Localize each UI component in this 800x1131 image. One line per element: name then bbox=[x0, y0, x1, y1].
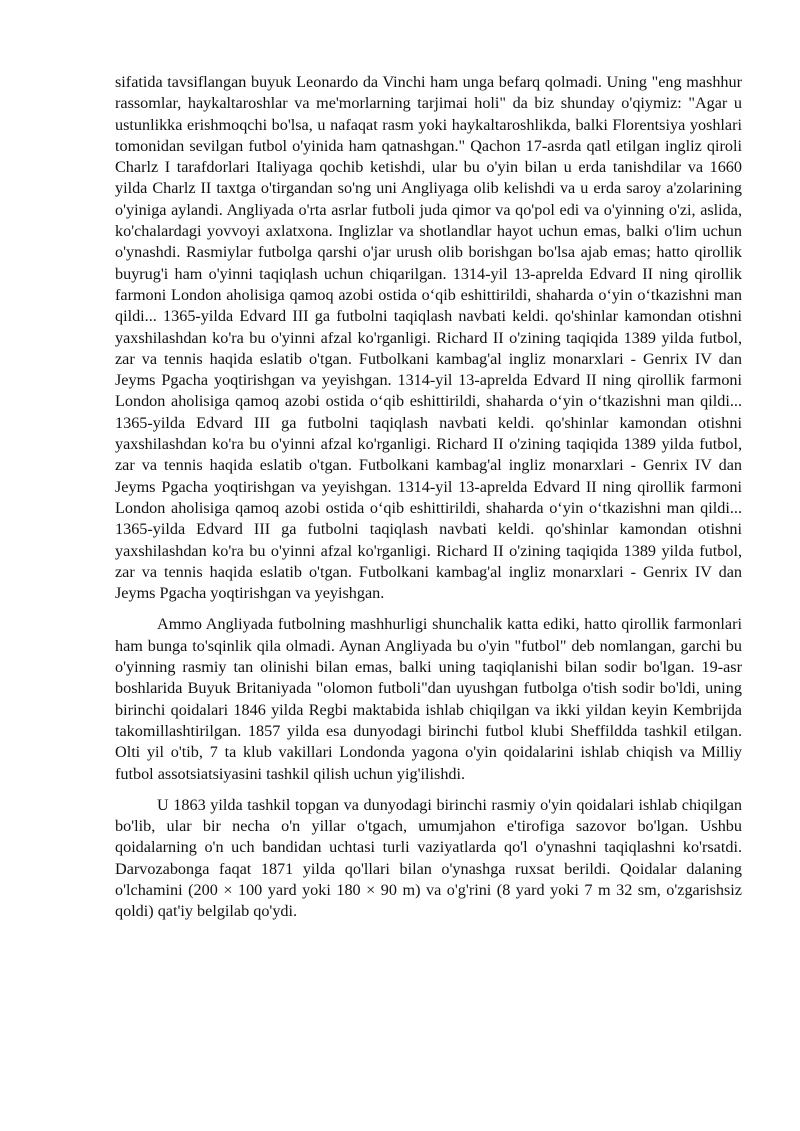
paragraph-2: Ammo Angliyada futbolning mashhurligi shunchalik katta ediki, hatto qirollik farmonlari ham bunga to'sqinlik qila olmadi. Aynan Angliyada bu o'yin "futbol" deb nomlangan, garchi bu o'yinning rasmiy tan olinishi bilan emas, balki uning taqiqlanishi bilan sodir bo'lgan. 19-asr boshlarida Buyuk Britaniyada "olomon futboli"dan uyushgan futbolga o'tish sodir bo'ldi, uning birinchi qoidalari 1846 yilda Regbi maktabida ishlab chiqilgan va ikki yildan keyin Kembrijda takomillashtirilgan. 1857 yilda esa dunyodagi birinchi futbol klubi Sheffildda tashkil etilgan. Olti yil o'tib, 7 ta klub vakillari Londonda yagona o'yin qoidalarini ishlab chiqish va Milliy futbol assotsiatsiyasini tashkil qilish uchun yig'ilishdi. bbox=[115, 615, 742, 783]
paragraph-1: sifatida tavsiflangan buyuk Leonardo da Vinchi ham unga befarq qolmadi. Uning "eng mashhur rassomlar, haykaltaroshlar va me'morlarning tarjimai holi" da biz shunday o'qiymiz: "Agar u ustunlikka erishmoqchi bo'lsa, u nafaqat rasm yoki haykaltaroshlikda, balki Florentsiya yoshlari tomonidan sevilgan futbol o'yinida ham qatnashgan." Qachon 17-asrda qatl etilgan ingliz qiroli Charlz I tarafdorlari Italiyaga qochib ketishdi, ular bu o'yin bilan u erda tanishdilar va 1660 yilda Charlz II taxtga o'tirgandan so'ng uni Angliyaga olib kelishdi va u erda saroy a'zolarining o'yiniga aylandi. Angliyada o'rta asrlar futboli juda qimor va qo'pol edi va o'yinning o'zi, aslida, ko'chalardagi yovvoyi axlatxona. Inglizlar va shotlandlar hayot uchun emas, balki o'lim uchun o'ynashdi. Rasmiylar futbolga qarshi o'jar urush olib borishgan bo'lsa ajab emas; hatto qirollik buyrug'i ham o'yinni taqiqlash uchun chiqarilgan. 1314-yil 13-aprelda Edvard II ning qirollik farmoni London aholisiga qamoq azobi ostida o‘qib eshittirildi, shaharda o‘yin o‘tkazishni man qildi... 1365-yilda Edvard III ga futbolni taqiqlash navbati keldi. qo'shinlar kamondan otishni yaxshilashdan ko'ra bu o'yinni afzal ko'rganligi. Richard II o'zining taqiqida 1389 yilda futbol, zar va tennis haqida eslatib o'tgan. Futbolkani kambag'al ingliz monarxlari - Genrix IV dan Jeyms Pgacha yoqtirishgan va yeyishgan. 1314-yil 13-aprelda Edvard II ning qirollik farmoni London aholisiga qamoq azobi ostida o‘qib eshittirildi, shaharda o‘yin o‘tkazishni man qildi... 1365-yilda Edvard III ga futbolni taqiqlash navbati keldi. qo'shinlar kamondan otishni yaxshilashdan ko'ra bu o'yinni afzal ko'rganligi. Richard II o'zining taqiqida 1389 yilda futbol, zar va tennis haqida eslatib o'tgan. Futbolkani kambag'al ingliz monarxlari - Genrix IV dan Jeyms Pgacha yoqtirishgan va yeyishgan. 1314-yil 13-aprelda Edvard II ning qirollik farmoni London aholisiga qamoq azobi ostida o‘qib eshittirildi, shaharda o‘yin o‘tkazishni man qildi... 1365-yilda Edvard III ga futbolni taqiqlash navbati keldi. qo'shinlar kamondan otishni yaxshilashdan ko'ra bu o'yinni afzal ko'rganligi. Richard II o'zining taqiqida 1389 yilda futbol, zar va tennis haqida eslatib o'tgan. Futbolkani kambag'al ingliz monarxlari - Genrix IV dan Jeyms Pgacha yoqtirishgan va yeyishgan. bbox=[115, 73, 742, 603]
document-page bbox=[115, 72, 742, 933]
paragraph-3: U 1863 yilda tashkil topgan va dunyodagi birinchi rasmiy o'yin qoidalari ishlab chiqilgan bo'lib, ular bir necha o'n yillar o'tgach, umumjahon e'tirofiga sazovor bo'lgan. Ushbu qoidalarning o'n uch bandidan uchtasi turli vaziyatlarda qo'l o'ynashni taqiqlashni ko'rsatdi. Darvozabonga faqat 1871 yilda qo'llari bilan o'ynashga ruxsat berildi. Qoidalar dalaning o'lchamini (200 × 100 yard yoki 180 × 90 m) va o'g'rini (8 yard yoki 7 m 32 sm, o'zgarishsiz qoldi) qat'iy belgilab qo'ydi. bbox=[115, 795, 742, 921]
